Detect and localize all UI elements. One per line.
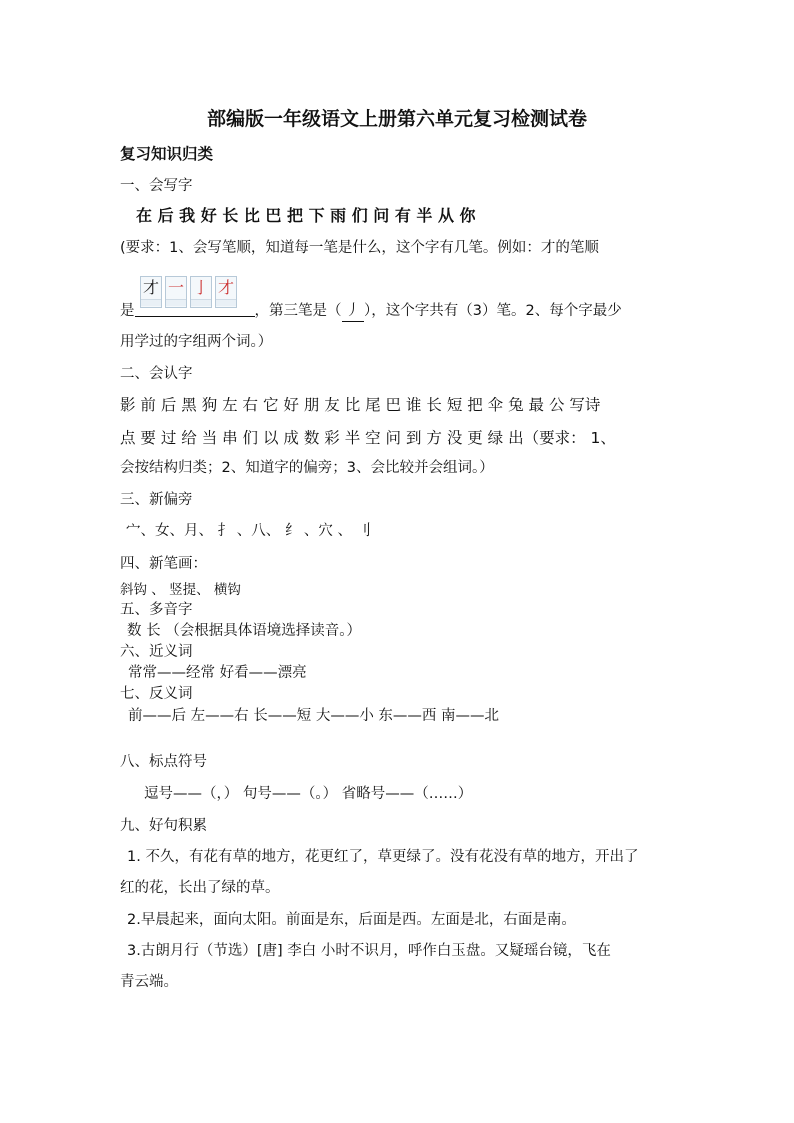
s7-content: 前——后 左——右 长——短 大——小 东——西 南——北 (128, 708, 500, 724)
s5-heading: 五、多音字 (120, 602, 193, 618)
s1-requirement-line3: 用学过的字组两个词。） (120, 334, 273, 350)
s5-content: 数 长 （会根据具体语境选择读音。） (127, 623, 361, 639)
s1-requirement-line2: 是 ，第三笔是（ 丿 ），这个字共有（3）笔。2、每个字最少 (120, 300, 622, 322)
s1-requirement-line1: (要求：1、会写笔顺，知道每一笔是什么，这个字有几笔。例如：才的笔顺 (120, 240, 599, 256)
s2-line1: 影 前 后 黑 狗 左 右 它 好 朋 友 比 尾 巴 谁 长 短 把 伞 兔 最 公 写诗 (120, 396, 601, 414)
stroke-box-2: 一 (165, 276, 187, 308)
s3-heading: 三、新偏旁 (120, 492, 193, 508)
s2-line2: 点 要 过 给 当 串 们 以 成 数 彩 半 空 问 到 方 没 更 绿 出（要求： 1、 (120, 429, 616, 447)
s2-heading: 二、会认字 (120, 366, 193, 382)
s9-item3-line1: 3.古朗月行（节选）[唐] 李白 小时不识月，呼作白玉盘。又疑瑶台镜，飞在 (127, 943, 611, 959)
s4-content: 斜钩 、 竖提、 横钩 (120, 582, 241, 598)
s9-heading: 九、好句积累 (120, 818, 207, 834)
s3-content: 宀、女、月、 扌 、八、 纟 、穴 、 刂 (126, 523, 372, 539)
s9-item1-line2: 红的花，长出了绿的草。 (120, 880, 280, 896)
s9-item3-line2: 青云端。 (120, 974, 178, 990)
s6-content: 常常——经常 好看——漂亮 (128, 665, 307, 681)
s8-content: 逗号——（，） 句号——（。） 省略号——（……） (144, 786, 473, 802)
stroke-box-4: 才 (215, 276, 237, 308)
stroke-box-1: 才 (140, 276, 162, 308)
s6-heading: 六、近义词 (120, 644, 193, 660)
s8-heading: 八、标点符号 (120, 754, 207, 770)
stroke-underline (135, 300, 255, 317)
section-main-heading: 复习知识归类 (120, 145, 214, 163)
s1-chars: 在 后 我 好 长 比 巴 把 下 雨 们 问 有 半 从 你 (136, 206, 476, 225)
answer-blank: 丿 (342, 301, 365, 322)
stroke-box-3: 亅 (190, 276, 212, 308)
s7-heading: 七、反义词 (120, 686, 193, 702)
s1-heading: 一、会写字 (120, 178, 193, 194)
s2-line3: 会按结构归类；2、知道字的偏旁；3、会比较并会组词。） (120, 460, 494, 476)
s9-item2: 2.早晨起来，面向太阳。前面是东，后面是西。左面是北，右面是南。 (127, 912, 576, 928)
s4-heading: 四、新笔画： (120, 556, 207, 572)
page-title: 部编版一年级语文上册第六单元复习检测试卷 (206, 108, 587, 130)
s9-item1-line1: 1. 不久，有花有草的地方，花更红了，草更绿了。没有花没有草的地方，开出了 (127, 849, 639, 865)
